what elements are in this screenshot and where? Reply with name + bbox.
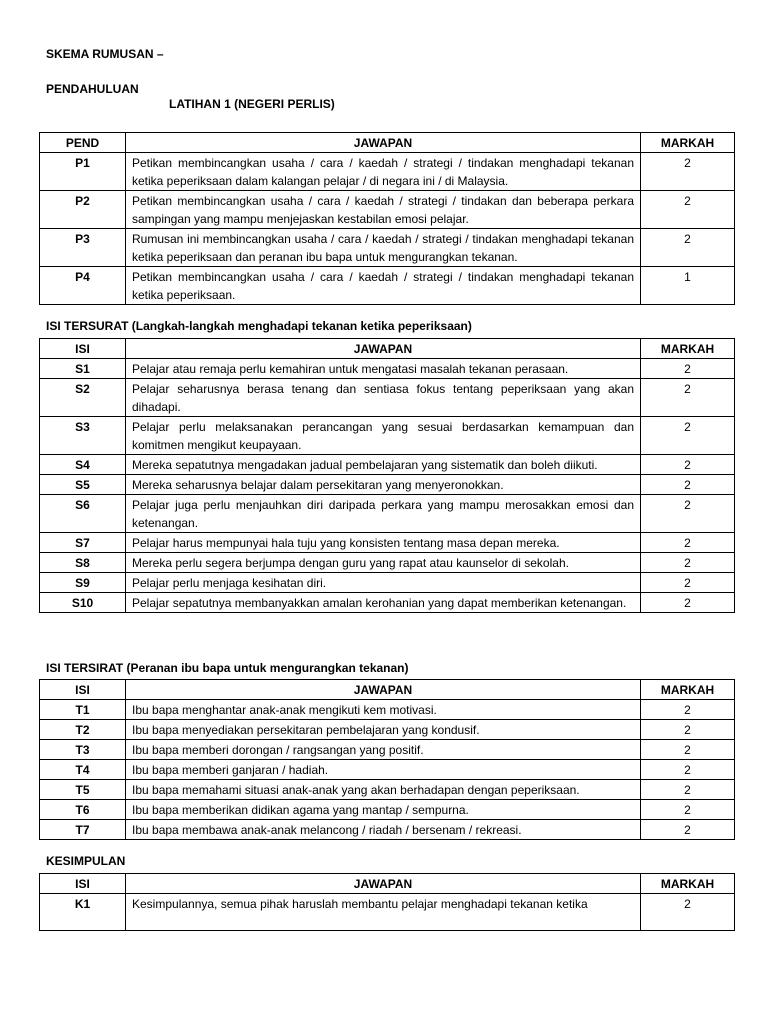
row-answer: Petikan membincangkan usaha / cara / kaedah / strategi / tindakan menghadapi tekanan ketika peperiksaan dalam kalangan pelajar / di negara ini / di Malaysia. [126,153,641,191]
table-row [40,379,735,417]
table-row [40,553,735,573]
table-row [40,359,735,379]
row-mark: 2 [641,359,735,379]
table-row [40,820,735,840]
table-row [40,455,735,475]
table-row [40,740,735,760]
column-header-mark: MARKAH [641,680,735,700]
isi-tersirat-heading: ISI TERSIRAT (Peranan ibu bapa untuk mengurangkan tekanan) [46,661,409,675]
row-code: P2 [40,191,126,229]
isi-tersirat-table [39,679,735,840]
row-answer: Mereka seharusnya belajar dalam persekitaran yang menyeronokkan. [126,475,641,495]
table-row [40,475,735,495]
table-header-row [40,133,735,153]
row-code: S3 [40,417,126,455]
row-mark: 2 [641,533,735,553]
row-mark: 2 [641,894,735,931]
row-code: T7 [40,820,126,840]
row-mark: 2 [641,780,735,800]
isi-tersurat-heading: ISI TERSURAT (Langkah-langkah menghadapi tekanan ketika peperiksaan) [46,319,472,333]
row-answer: Ibu bapa memberi ganjaran / hadiah. [126,760,641,780]
row-code: T1 [40,700,126,720]
row-code: P1 [40,153,126,191]
row-mark: 2 [641,475,735,495]
row-answer: Ibu bapa membawa anak-anak melancong / riadah / bersenam / rekreasi. [126,820,641,840]
row-answer: Pelajar seharusnya berasa tenang dan sentiasa fokus tentang peperiksaan yang akan dihadapi. [126,379,641,417]
column-header-code: ISI [40,874,126,894]
row-mark: 2 [641,191,735,229]
row-code: T2 [40,720,126,740]
row-answer: Mereka perlu segera berjumpa dengan guru yang rapat atau kaunselor di sekolah. [126,553,641,573]
row-code: S6 [40,495,126,533]
row-code: T4 [40,760,126,780]
table-header-row [40,874,735,894]
row-answer: Pelajar perlu melaksanakan perancangan yang sesuai berdasarkan kemampuan dan komitmen mengikut keupayaan. [126,417,641,455]
row-mark: 2 [641,720,735,740]
row-code: S5 [40,475,126,495]
row-code: S1 [40,359,126,379]
row-answer: Mereka sepatutnya mengadakan jadual pembelajaran yang sistematik dan boleh diikuti. [126,455,641,475]
table-row [40,267,735,305]
table-row [40,593,735,613]
row-mark: 2 [641,820,735,840]
row-code: S7 [40,533,126,553]
table-row [40,573,735,593]
column-header-mark: MARKAH [641,874,735,894]
row-mark: 2 [641,417,735,455]
row-answer: Ibu bapa memberikan didikan agama yang mantap / sempurna. [126,800,641,820]
column-header-answer: JAWAPAN [126,680,641,700]
row-code: S2 [40,379,126,417]
column-header-code: ISI [40,680,126,700]
row-mark: 2 [641,153,735,191]
row-code: S10 [40,593,126,613]
row-mark: 2 [641,700,735,720]
row-code: S8 [40,553,126,573]
row-code: P3 [40,229,126,267]
row-mark: 2 [641,229,735,267]
document-title: SKEMA RUMUSAN – [46,47,164,61]
table-row [40,495,735,533]
row-code: T5 [40,780,126,800]
row-mark: 2 [641,573,735,593]
row-answer: Pelajar harus mempunyai hala tuju yang konsisten tentang masa depan mereka. [126,533,641,553]
row-answer: Petikan membincangkan usaha / cara / kaedah / strategi / tindakan menghadapi tekanan ketika peperiksaan. [126,267,641,305]
column-header-answer: JAWAPAN [126,133,641,153]
intro-heading: PENDAHULUAN [46,82,139,96]
pendahuluan-table [39,132,735,305]
table-row [40,894,735,931]
table-row [40,760,735,780]
column-header-mark: MARKAH [641,133,735,153]
row-answer: Pelajar juga perlu menjauhkan diri daripada perkara yang mampu merosakkan emosi dan ketenangan. [126,495,641,533]
table-row [40,800,735,820]
column-header-mark: MARKAH [641,339,735,359]
table-row [40,720,735,740]
row-code: K1 [40,894,126,931]
row-mark: 2 [641,800,735,820]
table-header-row [40,680,735,700]
row-answer: Ibu bapa memberi dorongan / rangsangan yang positif. [126,740,641,760]
row-answer: Ibu bapa memahami situasi anak-anak yang akan berhadapan dengan peperiksaan. [126,780,641,800]
table-row [40,229,735,267]
row-mark: 2 [641,455,735,475]
row-code: S9 [40,573,126,593]
row-mark: 2 [641,495,735,533]
table-row [40,417,735,455]
table-row [40,780,735,800]
column-header-answer: JAWAPAN [126,874,641,894]
isi-tersurat-table [39,338,735,613]
table-row [40,191,735,229]
kesimpulan-table [39,873,735,931]
table-row [40,533,735,553]
row-mark: 2 [641,553,735,573]
table-header-row [40,339,735,359]
row-code: T6 [40,800,126,820]
table-row [40,153,735,191]
row-code: P4 [40,267,126,305]
column-header-code: ISI [40,339,126,359]
row-answer: Petikan membincangkan usaha / cara / kaedah / strategi / tindakan dan beberapa perkara sampingan yang mampu menjejaskan kestabilan emosi pelajar. [126,191,641,229]
column-header-code: PEND [40,133,126,153]
table-row [40,700,735,720]
kesimpulan-heading: KESIMPULAN [46,854,126,868]
row-answer: Ibu bapa menyediakan persekitaran pembelajaran yang kondusif. [126,720,641,740]
row-answer: Kesimpulannya, semua pihak haruslah membantu pelajar menghadapi tekanan ketika [126,894,641,931]
row-answer: Pelajar perlu menjaga kesihatan diri. [126,573,641,593]
row-mark: 2 [641,379,735,417]
row-mark: 2 [641,760,735,780]
row-answer: Pelajar atau remaja perlu kemahiran untuk mengatasi masalah tekanan perasaan. [126,359,641,379]
row-code: S4 [40,455,126,475]
exercise-title: LATIHAN 1 (NEGERI PERLIS) [169,97,335,111]
row-code: T3 [40,740,126,760]
row-answer: Rumusan ini membincangkan usaha / cara / kaedah / strategi / tindakan menghadapi tekanan ketika peperiksaan dan peranan ibu bapa untuk mengurangkan tekanan. [126,229,641,267]
column-header-answer: JAWAPAN [126,339,641,359]
row-answer: Ibu bapa menghantar anak-anak mengikuti kem motivasi. [126,700,641,720]
row-mark: 2 [641,740,735,760]
row-answer: Pelajar sepatutnya membanyakkan amalan kerohanian yang dapat memberikan ketenangan. [126,593,641,613]
row-mark: 1 [641,267,735,305]
row-mark: 2 [641,593,735,613]
